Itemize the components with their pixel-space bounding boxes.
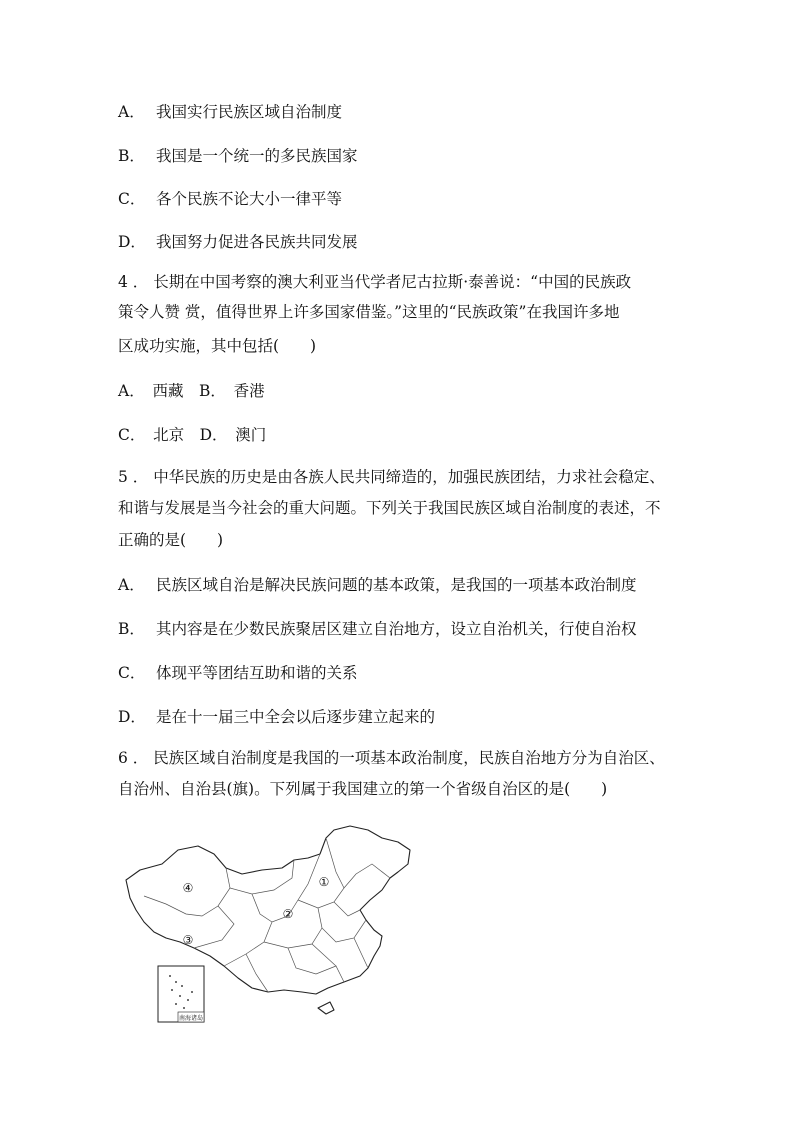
option-text: 各个民族不论大小一律平等	[156, 190, 343, 208]
q3-option-b	[118, 146, 358, 166]
q3-option-d	[118, 232, 358, 252]
q4-stem-line-3: 区成功实施，其中包括( )	[118, 337, 317, 355]
option-text: 我国实行民族区域自治制度	[156, 103, 343, 121]
q4-stem-line-1: 4 ． 长期在中国考察的澳大利亚当代学者尼古拉斯·泰善说：“中国的民族政	[118, 273, 632, 291]
q6-stem-line-1: 6 ． 民族区域自治制度是我国的一项基本政治制度，民族自治地方分为自治区、	[118, 749, 665, 767]
option-text: 我国努力促进各民族共同发展	[156, 233, 358, 251]
map-marker-1: ①	[318, 875, 330, 889]
q5-option-c	[118, 663, 358, 683]
option-label: B．	[118, 147, 145, 165]
option-text: 是在十一届三中全会以后逐步建立起来的	[156, 708, 436, 726]
option-label: A．	[118, 103, 145, 121]
q5-stem-line-3: 正确的是( )	[118, 531, 224, 549]
q5-option-b	[118, 619, 637, 639]
map-marker-3: ③	[182, 933, 194, 947]
q5-stem-line-1: 5 ． 中华民族的历史是由各族人民共同缔造的，加强民族团结，力求社会稳定、	[118, 468, 665, 486]
map-marker-2: ②	[282, 907, 294, 921]
q3-option-a	[118, 102, 342, 122]
option-label: A．	[118, 576, 145, 594]
option-label: D．	[118, 233, 146, 251]
south-china-sea-inset	[158, 966, 204, 1022]
inset-caption: 南海诸岛	[178, 1015, 204, 1022]
q3-option-c	[118, 189, 342, 209]
q4-options-row-2: C． 北京 D． 澳门	[118, 426, 267, 444]
q5-option-a	[118, 575, 637, 595]
option-label: C．	[118, 190, 146, 208]
q5-stem-line-2: 和谐与发展是当今社会的重大问题。下列关于我国民族区域自治制度的表述，不	[118, 499, 661, 517]
option-text: 我国是一个统一的多民族国家	[156, 147, 358, 165]
map-marker-4: ④	[182, 881, 194, 895]
option-text: 体现平等团结互助和谐的关系	[156, 664, 358, 682]
q6-stem-line-2: 自治州、自治县(旗)。下列属于我国建立的第一个省级自治区的是( )	[118, 780, 608, 798]
option-label: B．	[118, 620, 145, 638]
option-label: C．	[118, 664, 146, 682]
q4-stem-line-2: 策令人赞 赏，值得世界上许多国家借鉴。”这里的“民族政策”在我国许多地	[118, 303, 620, 321]
option-text: 其内容是在少数民族聚居区建立自治地方，设立自治机关，行使自治权	[156, 620, 637, 638]
option-text: 民族区域自治是解决民族问题的基本政策，是我国的一项基本政治制度	[156, 576, 637, 594]
option-label: D．	[118, 708, 146, 726]
q5-option-d	[118, 707, 435, 727]
china-map-figure	[122, 824, 414, 1024]
q4-options-row-1: A． 西藏 B． 香港	[118, 382, 265, 400]
